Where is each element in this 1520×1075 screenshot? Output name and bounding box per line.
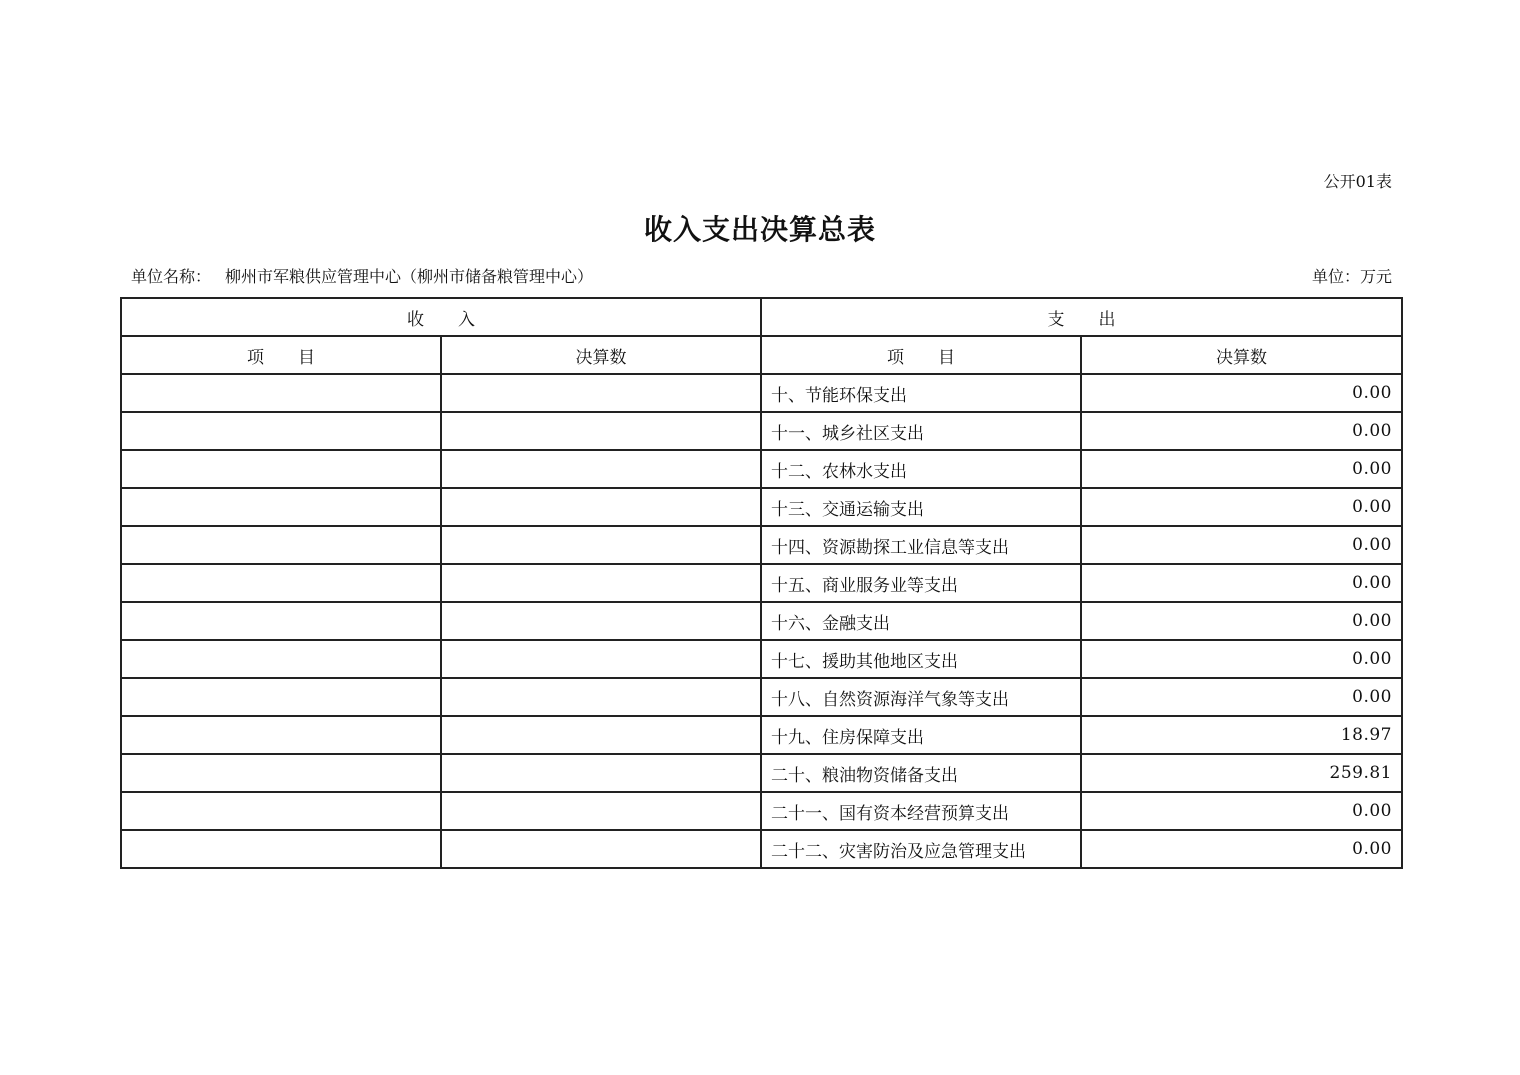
expense-item-cell: 十、节能环保支出 [761,374,1081,412]
unit-label: 单位：万元 [1311,267,1392,286]
income-amount-cell [441,602,761,640]
income-item-cell [121,412,441,450]
expense-amount-header: 决算数 [1081,336,1402,374]
income-item-header: 项 目 [121,336,441,374]
expense-item-cell: 十一、城乡社区支出 [761,412,1081,450]
income-item-cell [121,564,441,602]
table-row [121,564,1402,602]
income-amount-cell [441,754,761,792]
page-title: 收入支出决算总表 [643,213,876,246]
table-row [121,412,1402,450]
form-code: 公开01表 [1323,172,1392,191]
expense-amount-cell: 0.00 [1081,678,1402,716]
expense-item-cell: 十四、资源勘探工业信息等支出 [761,526,1081,564]
income-amount-cell [441,640,761,678]
table-row [121,488,1402,526]
income-item-cell [121,830,441,868]
expense-item-cell: 十七、援助其他地区支出 [761,640,1081,678]
expense-amount-cell: 18.97 [1081,716,1402,754]
expense-amount-cell: 0.00 [1081,488,1402,526]
table-row [121,754,1402,792]
table-row [121,526,1402,564]
unit-name-row [131,266,593,288]
column-header-row [121,336,1402,374]
table-row [121,450,1402,488]
table-row [121,678,1402,716]
expense-item-cell: 十五、商业服务业等支出 [761,564,1081,602]
table-row [121,830,1402,868]
expense-amount-cell: 0.00 [1081,830,1402,868]
expense-item-cell: 二十一、国有资本经营预算支出 [761,792,1081,830]
income-item-cell [121,450,441,488]
income-item-cell [121,716,441,754]
expense-item-cell: 十六、金融支出 [761,602,1081,640]
group-header-row [121,298,1402,336]
expense-amount-cell: 0.00 [1081,640,1402,678]
table-row [121,792,1402,830]
expense-group-header: 支 出 [761,298,1402,336]
expense-amount-cell: 0.00 [1081,602,1402,640]
income-item-cell [121,602,441,640]
income-amount-cell [441,526,761,564]
income-group-header: 收 入 [121,298,761,336]
income-amount-cell [441,488,761,526]
expense-amount-cell: 0.00 [1081,374,1402,412]
table-row [121,716,1402,754]
expense-item-cell: 二十、粮油物资储备支出 [761,754,1081,792]
expense-amount-cell: 0.00 [1081,792,1402,830]
income-amount-cell [441,830,761,868]
income-item-cell [121,488,441,526]
expense-amount-cell: 0.00 [1081,564,1402,602]
expense-item-cell: 十三、交通运输支出 [761,488,1081,526]
expense-amount-cell: 0.00 [1081,450,1402,488]
expense-item-cell: 十八、自然资源海洋气象等支出 [761,678,1081,716]
expense-item-cell: 二十二、灾害防治及应急管理支出 [761,830,1081,868]
expense-item-cell: 十九、住房保障支出 [761,716,1081,754]
income-amount-cell [441,716,761,754]
income-amount-cell [441,450,761,488]
expense-item-header: 项 目 [761,336,1081,374]
income-item-cell [121,526,441,564]
income-item-cell [121,374,441,412]
expense-item-cell: 十二、农林水支出 [761,450,1081,488]
income-amount-header: 决算数 [441,336,761,374]
income-item-cell [121,678,441,716]
unit-name-label: 单位名称： [131,267,212,286]
income-amount-cell [441,564,761,602]
income-amount-cell [441,412,761,450]
income-expense-table [120,297,1403,869]
income-amount-cell [441,792,761,830]
table-row [121,374,1402,412]
table-row [121,602,1402,640]
income-amount-cell [441,678,761,716]
expense-amount-cell: 0.00 [1081,412,1402,450]
unit-name-value: 柳州市军粮供应管理中心（柳州市储备粮管理中心） [225,267,594,286]
income-amount-cell [441,374,761,412]
expense-amount-cell: 259.81 [1081,754,1402,792]
table-row [121,640,1402,678]
income-item-cell [121,792,441,830]
income-item-cell [121,754,441,792]
income-item-cell [121,640,441,678]
expense-amount-cell: 0.00 [1081,526,1402,564]
